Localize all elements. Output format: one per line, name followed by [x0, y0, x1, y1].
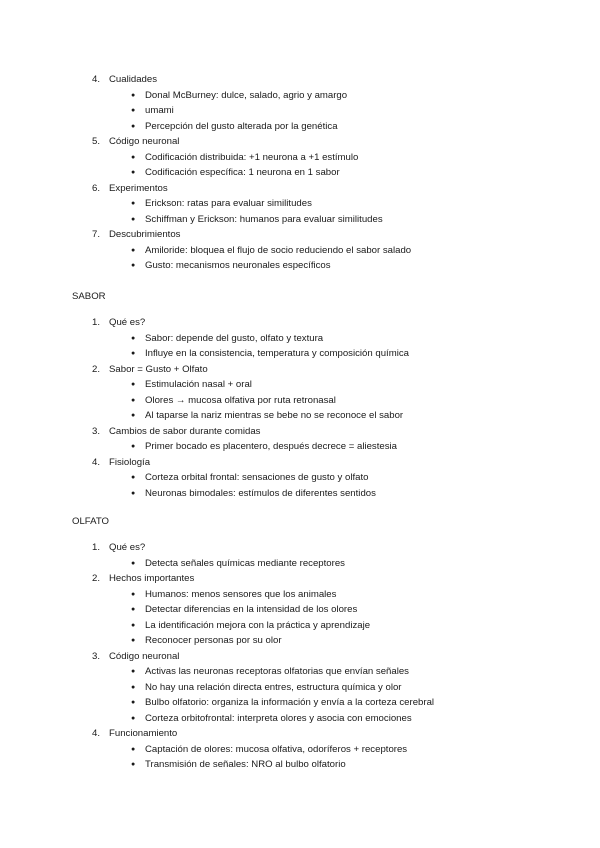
- list-number: 2.: [91, 363, 100, 375]
- bullet-item: Percepción del gusto alterada por la genética: [145, 120, 338, 132]
- bullet-icon: ●: [131, 200, 136, 207]
- list-item-label: Sabor = Gusto + Olfato: [109, 363, 208, 375]
- list-number: 5.: [91, 136, 100, 147]
- list-number: 1.: [91, 542, 100, 553]
- bullet-item: Codificación específica: 1 neurona en 1 sabor: [145, 167, 340, 178]
- bullet-icon: ●: [131, 107, 136, 114]
- bullet-icon: ●: [131, 621, 136, 629]
- bullet-icon: ●: [131, 761, 136, 768]
- bullet-item: Activas las neuronas receptoras olfatorias que envían señales: [145, 666, 409, 677]
- bullet-icon: ●: [131, 559, 136, 567]
- bullet-icon: ●: [131, 246, 136, 254]
- list-number: 4.: [91, 74, 100, 85]
- bullet-icon: ●: [131, 412, 136, 419]
- bullet-item: Schiffman y Erickson: humanos para evaluar similitudes: [145, 213, 383, 225]
- bullet-item: Erickson: ratas para evaluar similitudes: [145, 198, 312, 209]
- bullet-item: Al taparse la nariz mientras se bebe no se reconoce el sabor: [145, 410, 404, 421]
- bullet-item: Bulbo olfatorio: organiza la información y envía a la corteza cerebral: [145, 697, 435, 708]
- bullet-icon: ●: [131, 699, 136, 706]
- bullet-icon: ●: [131, 350, 136, 357]
- list-item-label: Qué es?: [109, 317, 146, 328]
- bullet-icon: ●: [131, 169, 136, 176]
- bullet-item: Primer bocado es placentero, después decrece = aliestesia: [145, 441, 397, 452]
- list-item-label: Código neuronal: [109, 650, 180, 662]
- sabor-heading: SABOR: [72, 291, 106, 302]
- bullet-icon: ●: [131, 215, 136, 223]
- list-number: 4.: [91, 728, 100, 739]
- list-item-label: Cambios de sabor durante comidas: [109, 425, 261, 437]
- bullet-item: La identificación mejora con la práctica y aprendizaje: [145, 619, 371, 631]
- bullet-item: No hay una relación directa entres, estructura química y olor: [145, 681, 402, 693]
- bullet-icon: ●: [131, 122, 136, 130]
- bullet-icon: ●: [131, 606, 136, 613]
- bullet-item: Detecta señales químicas mediante receptores: [145, 557, 345, 569]
- bullet-icon: ●: [131, 714, 136, 722]
- bullet-item: Amiloride: bloquea el flujo de socio reduciendo el sabor salado: [145, 244, 412, 256]
- bullet-icon: ●: [131, 396, 136, 404]
- bullet-item: Gusto: mecanismos neuronales específicos: [145, 260, 331, 271]
- bullet-icon: ●: [131, 489, 136, 497]
- list-item-label: Código neuronal: [109, 136, 180, 147]
- list-number: 4.: [91, 456, 100, 468]
- bullet-item: umami: [145, 105, 174, 116]
- bullet-icon: ●: [131, 590, 136, 598]
- bullet-icon: ●: [131, 443, 136, 450]
- bullet-icon: ●: [131, 334, 136, 342]
- list-number: 3.: [91, 425, 100, 437]
- list-item-label: Fisiología: [109, 456, 151, 468]
- list-number: 7.: [91, 229, 100, 240]
- list-item-label: Cualidades: [109, 74, 158, 85]
- bullet-item: Corteza orbital frontal: sensaciones de gusto y olfato: [145, 472, 369, 483]
- bullet-icon: ●: [131, 637, 136, 644]
- bullet-icon: ●: [131, 668, 136, 675]
- list-item-label: Experimentos: [109, 182, 168, 194]
- olfato-heading: OLFATO: [72, 516, 109, 527]
- bullet-icon: ●: [131, 683, 136, 691]
- list-item-label: Descubrimientos: [109, 229, 181, 240]
- bullet-item: Detectar diferencias en la intensidad de los olores: [145, 604, 358, 615]
- bullet-item: Captación de olores: mucosa olfativa, odoríferos + receptores: [145, 743, 408, 755]
- list-item-label: Hechos importantes: [109, 573, 195, 584]
- list-number: 3.: [91, 650, 100, 662]
- bullet-item: Codificación distribuida: +1 neurona a +1 estímulo: [145, 151, 359, 163]
- list-number: 1.: [91, 317, 100, 328]
- bullet-item: Transmisión de señales: NRO al bulbo olfatorio: [145, 759, 346, 770]
- bullet-icon: ●: [131, 91, 136, 99]
- bullet-item: Olores → mucosa olfativa por ruta retronasal: [145, 394, 336, 406]
- bullet-item: Donal McBurney: dulce, salado, agrio y amargo: [145, 89, 348, 101]
- bullet-item: Influye en la consistencia, temperatura y composición química: [145, 348, 409, 359]
- bullet-icon: ●: [131, 474, 136, 481]
- bullet-item: Corteza orbitofrontal: interpreta olores y asocia con emociones: [145, 712, 412, 724]
- bullet-icon: ●: [131, 745, 136, 753]
- bullet-item: Neuronas bimodales: estímulos de diferentes sentidos: [145, 487, 376, 499]
- list-number: 2.: [91, 573, 100, 584]
- list-item-label: Qué es?: [109, 542, 146, 553]
- bullet-icon: ●: [131, 262, 136, 269]
- bullet-icon: ●: [131, 381, 136, 388]
- bullet-item: Sabor: depende del gusto, olfato y textura: [145, 332, 324, 344]
- bullet-icon: ●: [131, 153, 136, 161]
- bullet-item: Humanos: menos sensores que los animales: [145, 588, 337, 600]
- list-item-label: Funcionamiento: [109, 728, 178, 739]
- bullet-item: Reconocer personas por su olor: [145, 635, 282, 646]
- list-number: 6.: [91, 182, 100, 194]
- bullet-item: Estimulación nasal + oral: [145, 379, 252, 390]
